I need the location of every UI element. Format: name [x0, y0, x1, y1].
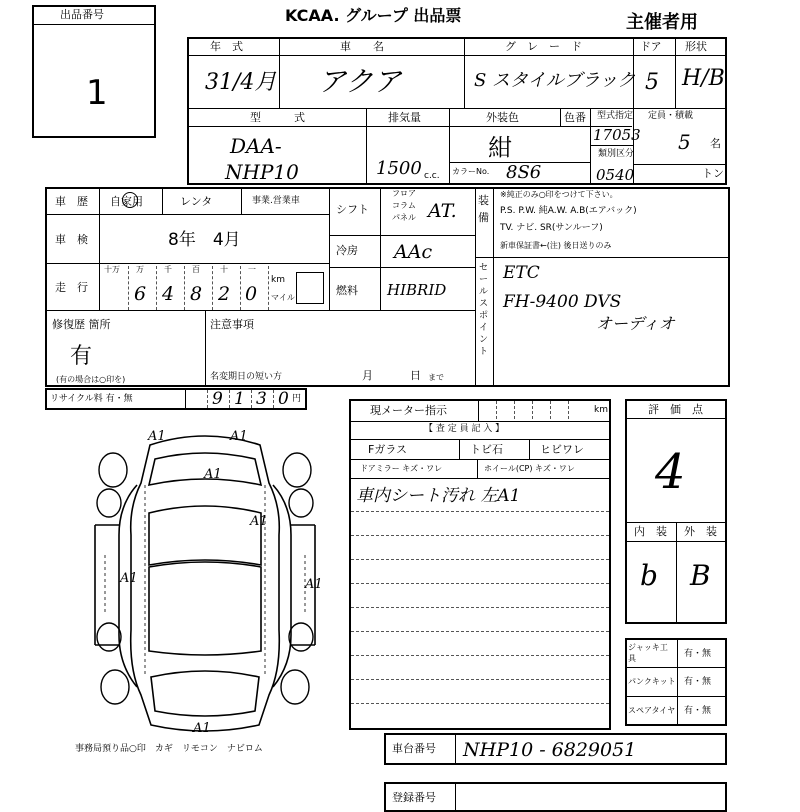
load-unit: トン [702, 167, 724, 180]
spare-tire-option: 有・無 [684, 706, 712, 716]
day-label: 日 [410, 369, 421, 382]
evaluation-label: 評 価 点 [648, 403, 703, 416]
fuel-value: HIBRID [387, 281, 447, 299]
ac-value: AAc [394, 241, 433, 263]
inspector-comment: 車内シート汚れ 左A1 [356, 486, 521, 506]
until-label: まで [428, 373, 444, 382]
wheel-label: ホイール(CP) キズ・ワレ [484, 464, 575, 473]
spare-tire-label: スペアタイヤ [628, 706, 676, 715]
interior-label: 内 装 [634, 525, 667, 538]
ac-label: 冷房 [336, 244, 358, 257]
damage-mark: A1 [250, 514, 268, 529]
puncture-kit-label: パンクキット [628, 677, 676, 686]
damage-mark: A1 [305, 577, 323, 592]
fuel-label: 燃料 [336, 284, 358, 297]
mirror-label: ドアミラー キズ・ワレ [360, 464, 443, 473]
damage-mark: A1 [193, 721, 211, 736]
inspection-label: 車 検 [55, 233, 88, 246]
car-history-label: 車 歴 [55, 195, 88, 208]
jack-label: ジャッキ工具 [628, 643, 668, 663]
color-no-label: 色番 [564, 111, 586, 124]
shape-label: 形状 [685, 40, 707, 53]
displacement-label: 排気量 [388, 111, 421, 124]
chassis-label: 車台番号 [392, 742, 436, 755]
shift-option-panel: パネル [392, 213, 416, 222]
color-value: 紺 [488, 134, 512, 162]
crack-label: ヒビワレ [540, 443, 584, 456]
displacement-value: 1500 [376, 158, 422, 179]
private-use-circle-mark [122, 192, 138, 208]
capacity-label: 定員・積載 [648, 111, 694, 121]
repair-note: (有の場合は○印を) [56, 375, 126, 384]
doors-value: 5 [645, 70, 659, 95]
recycle-label: リサイクル料 有・無 [50, 394, 133, 404]
sales-point-line-3: オーディオ [596, 314, 675, 333]
sales-point-label: セールスポイント [479, 263, 489, 357]
km-label: km [271, 275, 285, 285]
lot-number-label: 出品番号 [60, 8, 104, 21]
name-change-deadline-label: 名変期日の短い方 [210, 372, 283, 382]
interior-value: b [640, 559, 658, 592]
organizer-label: 主催者用 [626, 12, 698, 33]
inspection-value: 8年 4月 [168, 230, 241, 250]
form-title: KCAA. グループ 出品票 [285, 6, 462, 25]
doors-label: ドア [640, 40, 662, 53]
model-label: 型 式 [250, 111, 305, 124]
car-name-value: アクア [318, 65, 402, 98]
glass-label: Fガラス [368, 443, 407, 456]
mile-label: マイル [271, 293, 295, 302]
meter-unit: km [594, 405, 608, 415]
damage-mark: A1 [120, 571, 138, 586]
year-value: 31/4月 [205, 70, 277, 95]
shift-option-floor: フロア [392, 189, 416, 198]
category-label: 類別区分 [598, 149, 635, 159]
damage-mark: A1 [230, 429, 248, 444]
sales-point-line-1: ETC [503, 263, 540, 283]
damage-mark: A1 [204, 467, 222, 482]
repair-label: 修復歴 箇所 [52, 318, 111, 331]
exterior-label: 外 装 [684, 525, 717, 538]
grade-label: グ レ ー ド [505, 40, 582, 53]
private-use-option: 自家用 [110, 195, 143, 208]
category-value: 0540 [596, 166, 635, 184]
color-label: 外装色 [486, 111, 519, 124]
shift-option-column: コラム [392, 201, 416, 210]
equipment-line-3: 新車保証書←(注) 後日送りのみ [500, 241, 612, 250]
shift-value: AT. [428, 200, 457, 222]
lot-number-value: 1 [86, 73, 108, 113]
model-line-2: NHP10 [225, 160, 299, 184]
shape-value: H/B [682, 66, 725, 91]
exterior-value: B [690, 559, 711, 592]
equipment-note: ※純正のみ○印をつけて下さい。 [500, 190, 618, 199]
meter-label: 現メーター指示 [370, 404, 447, 417]
color-no-value: 8S6 [506, 162, 542, 183]
repair-value: 有 [70, 344, 93, 369]
evaluation-score: 4 [655, 444, 686, 500]
grade-value: S スタイルブラック [474, 70, 636, 91]
business-option: 事業.営業車 [252, 196, 300, 206]
cc-unit: c.c. [424, 171, 440, 181]
car-name-label: 車 名 [340, 40, 384, 53]
color-no-prefix: カラーNo. [452, 167, 490, 176]
shift-label: シフト [336, 203, 369, 216]
deposited-items-note: 事務局預り品○印 カギ リモコン ナビロム [75, 744, 263, 754]
sales-point-line-2: FH-9400 DVS [503, 292, 622, 312]
equipment-line-1: P.S. P.W. 純A.W. A.B(エアバック) [500, 206, 637, 216]
equipment-label: 装備 [478, 194, 489, 224]
capacity-value: 5 [678, 130, 691, 154]
chassis-value: NHP10 - 6829051 [463, 739, 637, 761]
chip-label: トビ石 [470, 443, 503, 456]
mile-checkbox [296, 272, 324, 304]
recycle-unit: 円 [292, 394, 302, 404]
puncture-kit-option: 有・無 [684, 677, 712, 687]
type-designation-label: 型式指定 [597, 111, 634, 121]
registration-label: 登録番号 [392, 791, 436, 804]
model-line-1: DAA- [230, 134, 282, 158]
notice-label: 注意事項 [210, 318, 254, 331]
rental-option: レンタ [180, 195, 213, 208]
capacity-unit: 名 [710, 137, 721, 150]
mileage-label: 走 行 [55, 281, 88, 294]
inspector-header: 【 査 定 員 記 入 】 [424, 424, 505, 434]
damage-mark: A1 [148, 429, 166, 444]
type-designation-value: 17053 [593, 126, 641, 144]
jack-option: 有・無 [684, 649, 712, 659]
year-label: 年 式 [210, 40, 243, 53]
month-label: 月 [362, 369, 373, 382]
equipment-line-2: TV. ナビ. SR(サンルーフ) [500, 223, 603, 233]
